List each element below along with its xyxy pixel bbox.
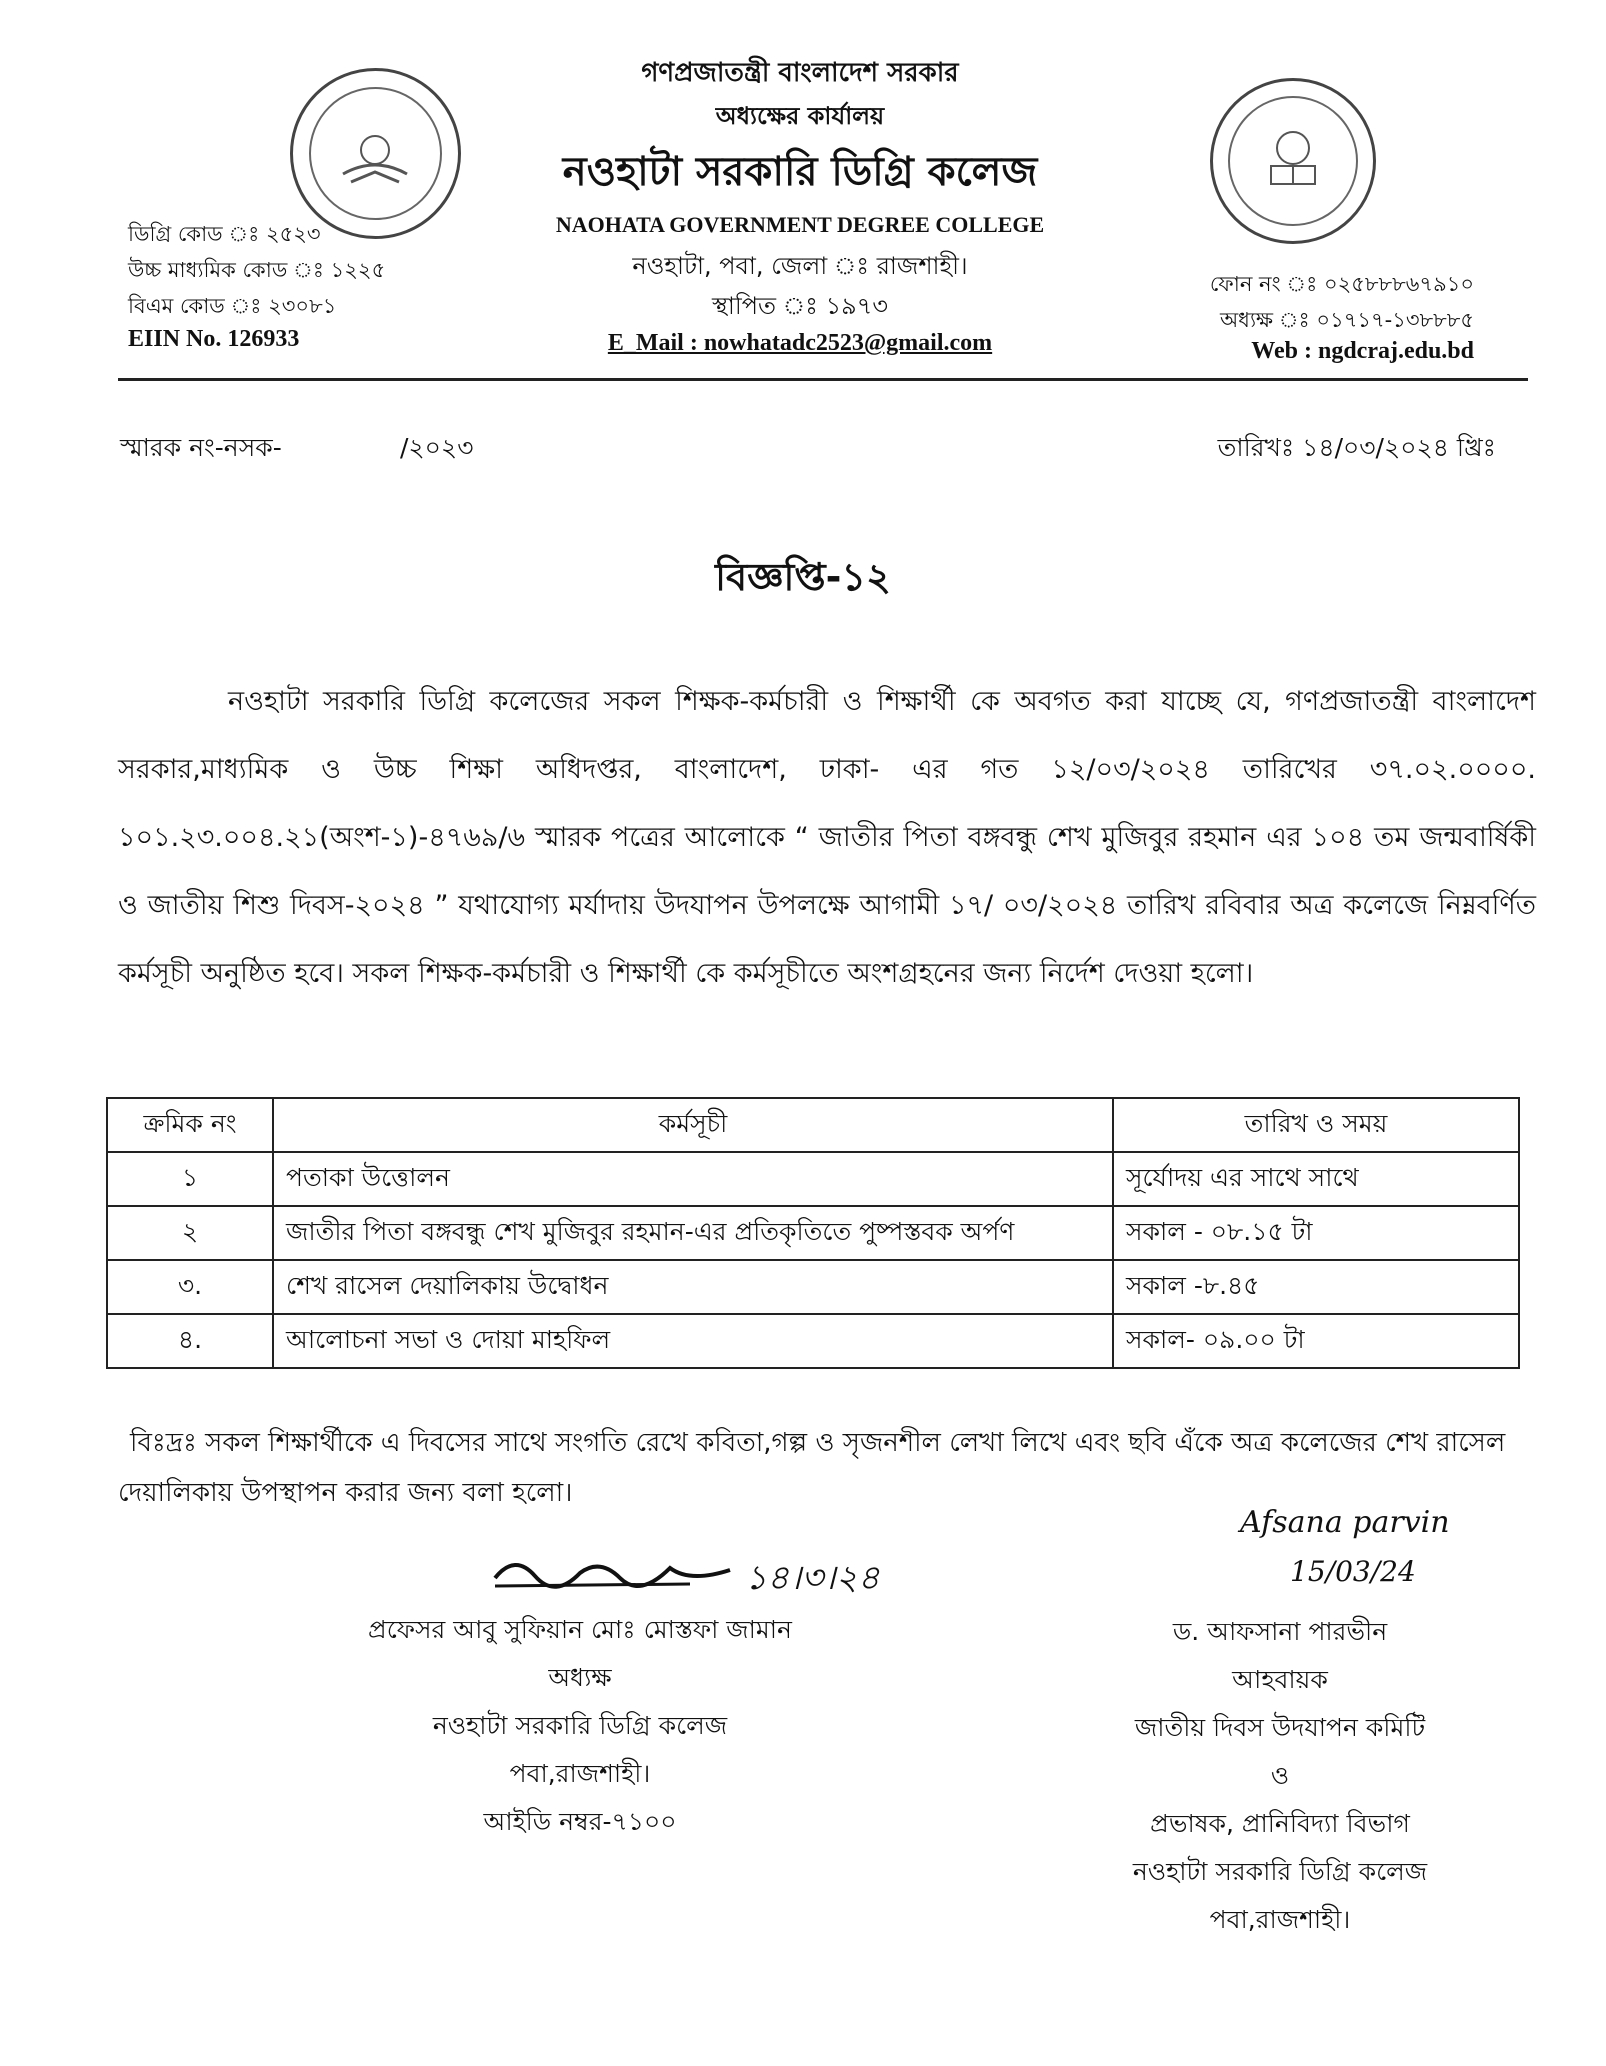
hsc-code: উচ্চ মাধ্যমিক কোড ঃ ১২২৫ (128, 258, 386, 282)
serial-cell: ২ (107, 1206, 273, 1260)
notice-body: নওহাটা সরকারি ডিগ্রি কলেজের সকল শিক্ষক-কর্মচারী ও শিক্ষার্থী কে অবগত করা যাচ্ছে যে, গণপ্রজাতন্ত্রী বাংলাদেশ সরকার,মাধ্যমিক ও উচ্চ শিক্ষা অধিদপ্তর, বাংলাদেশ, ঢাকা- এর গত ১২/০৩/২০২৪ তারিখের ৩৭.০২.০০০০. ১০১.২৩.০০৪.২১(অংশ-১)-৪৭৬৯/৬ স্মারক পত্রের আলোকে “ জাতীর পিতা বঙ্গবন্ধু শেখ মুজিবুর রহমান এর ১০৪ তম জন্মবার্ষিকী ও জাতীয় শিশু দিবস-২০২৪ ” যথাযোগ্য মর্যাদায় উদযাপন উপলক্ষে আগামী ১৭/ ০৩/২০২৪ তারিখ রবিবার অত্র কলেজে নিম্নবর্ণিত কর্মসূচী অনুষ্ঠিত হবে। সকল শিক্ষক-কর্মচারী ও শিক্ষার্থী কে কর্মসূচীতে অংশগ্রহনের জন্য নির্দেশ দেওয়া হলো। (118, 686, 1536, 989)
time-cell: সকাল - ০৮.১৫ টা (1113, 1206, 1519, 1260)
serial-cell: ৩. (107, 1260, 273, 1314)
principal-phone: অধ্যক্ষ ঃ ০১৭১৭-১৩৮৮৮৫ (1220, 308, 1474, 332)
signatory-left-designation: অধ্যক্ষ (548, 1663, 612, 1692)
signatory-left-name: প্রফেসর আবু সুফিয়ান মোঃ মোস্তফা জামান (368, 1615, 792, 1644)
address-line: নওহাটা, পবা, জেলা ঃ রাজশাহী। (632, 252, 968, 280)
signatory-right-location: পবা,রাজশাহী। (1209, 1905, 1351, 1934)
book-tree-emblem-icon (1251, 126, 1336, 196)
time-cell: সূর্যোদয় এর সাথে সাথে (1113, 1152, 1519, 1206)
signatory-left-id: আইডি নম্বর-৭১০০ (483, 1807, 677, 1836)
col-program-header: কর্মসূচী (273, 1098, 1113, 1152)
program-cell: আলোচনা সভা ও দোয়া মাহফিল (273, 1314, 1113, 1368)
signature-left-date: ১৪।৩।২৪ (745, 1558, 880, 1598)
program-cell: জাতীর পিতা বঙ্গবন্ধু শেখ মুজিবুর রহমান-এর প্রতিকৃতিতে পুষ্পস্তবক অর্পণ (273, 1206, 1113, 1260)
table-row (107, 1260, 1519, 1314)
program-cell: পতাকা উত্তোলন (273, 1152, 1113, 1206)
memo-ref: স্মারক নং-নসক- (120, 433, 282, 462)
header-divider (118, 378, 1528, 381)
table-row (107, 1314, 1519, 1368)
bm-code: বিএম কোড ঃ ২৩০৮১ (128, 294, 337, 318)
table-row (107, 1206, 1519, 1260)
signatory-right-committee: জাতীয় দিবস উদযাপন কমিটি (1134, 1713, 1426, 1742)
degree-code: ডিগ্রি কোড ঃ ২৫২৩ (128, 222, 321, 246)
serial-cell: ১ (107, 1152, 273, 1206)
program-cell: শেখ রাসেল দেয়ালিকায় উদ্বোধন (273, 1260, 1113, 1314)
govt-line: গণপ্রজাতন্ত্রী বাংলাদেশ সরকার (641, 58, 959, 88)
memo-date: তারিখঃ ১৪/০৩/২০২৪ খ্রিঃ (1217, 433, 1496, 462)
email-line: E_Mail : nowhatadc2523@gmail.com (607, 330, 993, 356)
signatory-left-location: পবা,রাজশাহী। (509, 1759, 651, 1788)
college-seal-right (1210, 78, 1376, 244)
signatory-right-name: ড. আফসানা পারভীন (1172, 1617, 1388, 1646)
memo-ref-year: /২০২৩ (400, 433, 474, 462)
book-sun-emblem-icon (333, 126, 418, 186)
notice-title: বিজ্ঞপ্তি-১২ (715, 555, 891, 599)
established-line: স্থাপিত ঃ ১৯৭৩ (712, 292, 888, 320)
signatory-right-block (1090, 1608, 1470, 1944)
note-text: বিঃদ্রঃ সকল শিক্ষার্থীকে এ দিবসের সাথে সংগতি রেখে কবিতা,গল্প ও সৃজনশীল লেখা লিখে এবং ছবি এঁকে অত্র কলেজের শেখ রাসেল দেয়ালিকায় উপস্থাপন করার জন্য বলা হলো। (118, 1428, 1506, 1508)
signature-right-date: 15/03/24 (1290, 1555, 1416, 1588)
signatory-right-and: ও (1270, 1761, 1290, 1790)
college-name-en: NAOHATA GOVERNMENT DEGREE COLLEGE (555, 212, 1045, 237)
college-name-bn: নওহাটা সরকারি ডিগ্রি কলেজ (562, 149, 1038, 195)
signatory-left-college: নওহাটা সরকারি ডিগ্রি কলেজ (432, 1711, 728, 1740)
serial-cell: ৪. (107, 1314, 273, 1368)
signatory-left-block (300, 1606, 860, 1846)
eiin-number: EIIN No. 126933 (128, 326, 300, 352)
time-cell: সকাল -৮.৪৫ (1113, 1260, 1519, 1314)
signatory-right-college: নওহাটা সরকারি ডিগ্রি কলেজ (1132, 1857, 1428, 1886)
time-cell: সকাল- ০৯.০০ টা (1113, 1314, 1519, 1368)
signatory-right-post: প্রভাষক, প্রানিবিদ্যা বিভাগ (1150, 1809, 1410, 1838)
office-line: অধ্যক্ষের কার্যালয় (715, 102, 885, 130)
col-serial-header: ক্রমিক নং (107, 1098, 273, 1152)
signatory-right-designation: আহবায়ক (1232, 1665, 1328, 1694)
phone-number: ফোন নং ঃ ০২৫৮৮৮৬৭৯১০ (1209, 272, 1474, 296)
signature-right: Afsana parvin (1240, 1505, 1450, 1540)
program-table (106, 1097, 1520, 1369)
signature-left (490, 1548, 740, 1598)
col-time-header: তারিখ ও সময় (1113, 1098, 1519, 1152)
table-row (107, 1152, 1519, 1206)
table-header-row (107, 1098, 1519, 1152)
website: Web : ngdcraj.edu.bd (1251, 338, 1474, 364)
